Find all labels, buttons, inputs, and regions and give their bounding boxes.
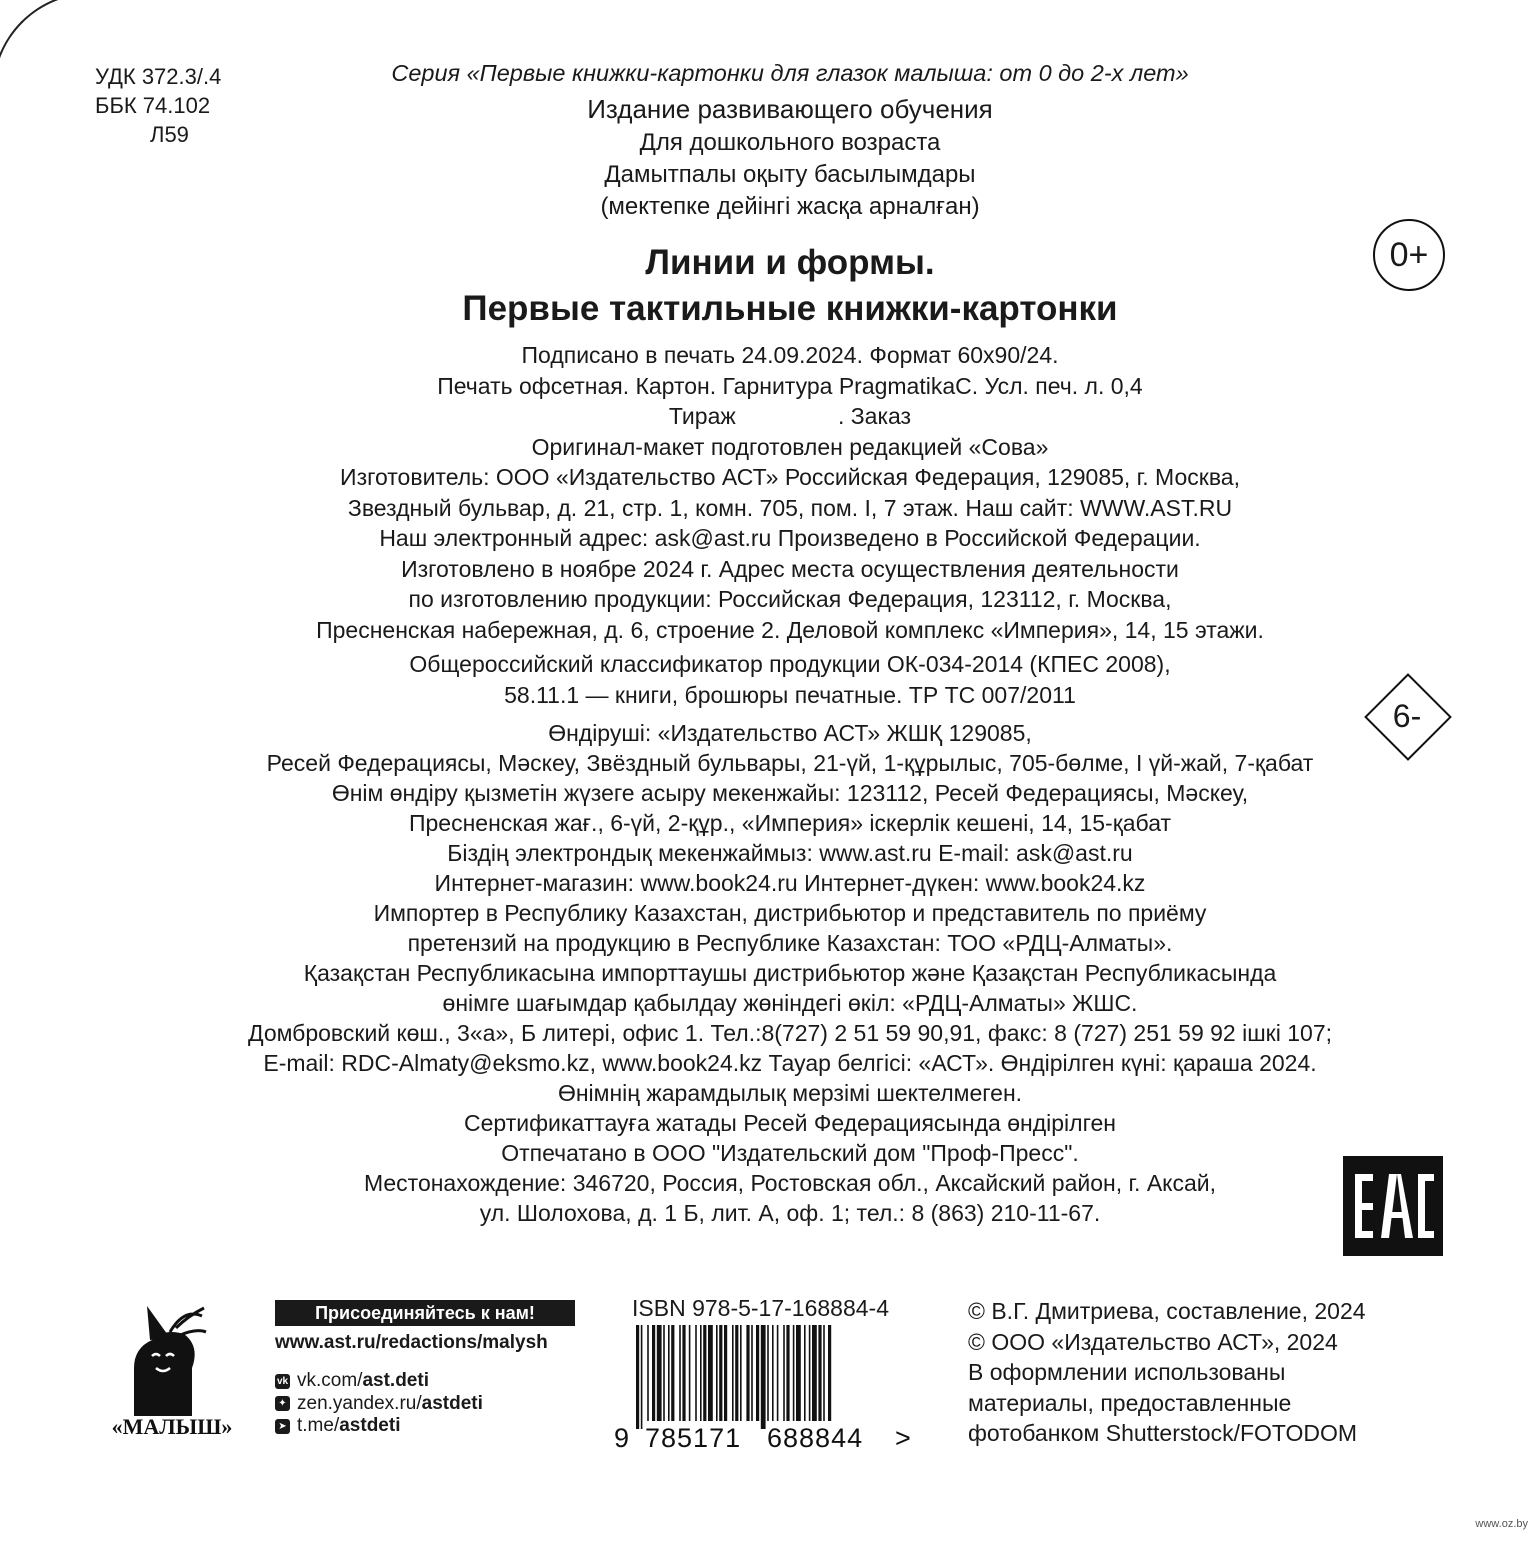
barcode-bar xyxy=(809,1325,811,1421)
barcode-bar xyxy=(793,1325,795,1421)
barcode-bar xyxy=(657,1325,662,1421)
barcode-bar xyxy=(756,1325,759,1421)
author-code: Л59 xyxy=(150,122,189,147)
barcode-bar xyxy=(751,1325,753,1421)
isbn-barcode xyxy=(610,1325,916,1450)
kz-line: E-mail: RDC-Almaty@eksmo.kz, www.book24.kz Тауар белгісі: «АСТ». Өндірілген күні: қараша 2024. xyxy=(263,1050,1317,1076)
imprint-line: Подписано в печать 24.09.2024. Формат 60х90/24. xyxy=(521,342,1059,368)
copyright-line: материалы, предоставленные xyxy=(968,1389,1292,1416)
kz-line: Ресей Федерациясы, Мәскеу, Звёздный бульвары, 21-үй, 1-құрылыс, 705-бөлме, I үй-жай, 7-қабат xyxy=(266,750,1314,776)
barcode-bar xyxy=(777,1325,779,1421)
telegram-icon: ➤ xyxy=(275,1419,290,1434)
barcode-bar xyxy=(823,1325,825,1421)
kz-line: претензий на продукцию в Республике Казахстан: ТОО «РДЦ-Алматы». xyxy=(407,930,1173,956)
kz-line: өнімге шағымдар қабылдау жөніндегі өкіл: «РДЦ-Алматы» ЖШС. xyxy=(442,990,1138,1016)
imprint-line: Общероссийский классификатор продукции ОК-034-2014 (КПЕС 2008), xyxy=(409,651,1171,677)
barcode-bar xyxy=(746,1325,749,1421)
zen-link[interactable] xyxy=(275,1393,483,1416)
kz-line: Местонахождение: 346720, Россия, Ростовская обл., Аксайский район, г. Аксай, xyxy=(363,1170,1217,1196)
barcode-bar xyxy=(767,1325,769,1421)
copyright-line: © ООО «Издательство АСТ», 2024 xyxy=(968,1328,1338,1355)
barcode-bar xyxy=(647,1325,649,1421)
imprint-line: по изготовлению продукции: Российская Федерация, 123112, г. Москва, xyxy=(408,586,1172,612)
barcode-bar xyxy=(716,1325,718,1421)
barcode-bar xyxy=(652,1325,655,1421)
barcode-bar xyxy=(708,1325,713,1421)
imprint-line: Звездный бульвар, д. 21, стр. 1, комн. 705, пом. I, 7 этаж. Наш сайт: WWW.AST.RU xyxy=(347,494,1233,521)
barcode-bar xyxy=(703,1325,706,1421)
kz-line: Отпечатано в ООО "Издательский дом "Проф-Пресс". xyxy=(501,1140,1079,1166)
imprint-line: Изготовитель: ООО «Издательство АСТ» Российская Федерация, 129085, г. Москва, xyxy=(340,464,1240,490)
barcode-bar xyxy=(740,1325,742,1421)
logo-name: «МАЛЫШ» xyxy=(111,1414,233,1438)
bbk-code: ББК 74.102 xyxy=(95,93,211,118)
copyright-block xyxy=(968,1296,1366,1449)
imprint-line: Пресненская набережная, д. 6, строение 2. Деловой комплекс «Империя», 14, 15 этажи. xyxy=(316,616,1264,643)
kz-line: Өнімнің жарамдылық мерзімі шектелмеген. xyxy=(557,1080,1023,1106)
barcode-bar xyxy=(671,1325,674,1421)
kz-line: Домбровский көш., 3«а», Б литері, офис 1. Тел.:8(727) 2 51 59 90,91, факс: 8 (727) 251 59 92 ішкі 107; xyxy=(248,1020,1332,1046)
kz-line: Біздің электрондық мекенжаймыз: www.ast.ru E-mail: ask@ast.ru xyxy=(447,840,1133,866)
join-us-banner: Присоединяйтесь к нам! xyxy=(275,1300,575,1326)
kz-line: ул. Шолохова, д. 1 Б, лит. А, оф. 1; тел.: 8 (863) 210-11-67. xyxy=(479,1200,1101,1226)
barcode-bar xyxy=(796,1325,801,1421)
imprint-line: Печать офсетная. Картон. Гарнитура PragmatikaC. Усл. печ. л. 0,4 xyxy=(437,372,1143,399)
imprint-line: Оригинал-макет подготовлен редакцией «Сова» xyxy=(531,433,1049,460)
eac-mark-icon xyxy=(1343,1156,1443,1256)
barcode-bar xyxy=(724,1325,727,1421)
barcode-digits-right: 688844 xyxy=(767,1423,864,1450)
barcode-bar xyxy=(783,1325,785,1421)
barcode-bar xyxy=(761,1325,766,1429)
site-link[interactable]: www.ast.ru/redactions/malysh xyxy=(275,1332,548,1353)
barcode-arrow: > xyxy=(895,1423,911,1450)
imprint-line: Тираж . Заказ xyxy=(668,403,912,429)
title-line-1: Линии и формы. xyxy=(645,243,935,282)
copyright-line: фотобанком Shutterstock/FOTODOM xyxy=(968,1420,1358,1446)
imprint-line: 58.11.1 — книги, брошюры печатные. ТР ТС 007/2011 xyxy=(504,681,1076,708)
barcode-bar xyxy=(700,1325,702,1421)
barcode-bar xyxy=(636,1325,639,1429)
kz-line: Сертификаттауға жатады Ресей Федерациясында өндірілген xyxy=(464,1110,1116,1136)
age-rating-circle: 0+ xyxy=(1373,219,1445,291)
imprint-line: Наш электронный адрес: ask@ast.ru Произведено в Российской Федерации. xyxy=(379,525,1201,551)
zen-prefix: zen.yandex.ru/ xyxy=(297,1392,422,1414)
barcode-bar xyxy=(682,1325,685,1421)
barcode-digits-left: 785171 xyxy=(645,1423,742,1450)
barcode-digit-lead: 9 xyxy=(614,1423,630,1450)
kz-line: Қазақстан Республикасына импорттаушы дистрибьютор және Қазақстан Республикасында xyxy=(303,960,1277,986)
tg-prefix: t.me/ xyxy=(297,1415,340,1436)
barcode-bar xyxy=(772,1325,774,1421)
copyright-line: © В.Г. Дмитриева, составление, 2024 xyxy=(968,1298,1366,1324)
kz-imprint-block xyxy=(120,718,1460,1228)
edition-kz: Дамытпалы оқыту басылымдары xyxy=(604,161,976,188)
age-info xyxy=(120,127,1460,223)
isbn-label: ISBN 978-5-17-168884-4 xyxy=(632,1295,889,1321)
barcode-bar xyxy=(719,1325,722,1421)
kz-line: Импортер в Республику Казахстан, дистрибьютор и представитель по приёму xyxy=(373,900,1207,926)
age-ru: Для дошкольного возраста xyxy=(639,129,941,156)
barcode-bar xyxy=(679,1325,681,1421)
barcode-bar xyxy=(689,1325,691,1421)
vk-icon: vk xyxy=(276,1375,289,1387)
barcode-bar xyxy=(641,1325,643,1429)
barcode-bar xyxy=(818,1325,821,1421)
barcode-bar xyxy=(828,1325,831,1421)
vk-prefix: vk.com/ xyxy=(297,1370,363,1391)
series-line: Серия «Первые книжки-картонки для глазок малыша: от 0 до 2-х лет» xyxy=(391,60,1189,86)
copyright-line: В оформлении использованы xyxy=(968,1359,1286,1385)
barcode-bar xyxy=(663,1325,665,1421)
barcode-bar xyxy=(786,1325,789,1421)
vk-handle: ast.deti xyxy=(362,1370,429,1391)
barcode-bar xyxy=(804,1325,806,1421)
diamond-label: 6- xyxy=(1392,697,1422,734)
kz-line: Интернет-магазин: www.book24.ru Интернет-дүкен: www.book24.kz xyxy=(434,870,1146,896)
barcode-bar xyxy=(735,1325,738,1421)
kz-line: Өндіруші: «Издательство АСТ» ЖШҚ 129085, xyxy=(548,720,1032,746)
watermark: www.oz.by xyxy=(1475,1518,1528,1530)
zen-icon: ✦ xyxy=(275,1396,290,1411)
tg-handle: astdeti xyxy=(339,1415,401,1436)
imprint-block xyxy=(120,340,1460,710)
imprint-line: Изготовлено в ноябре 2024 г. Адрес места осуществления деятельности xyxy=(401,555,1179,582)
malysh-logo-icon xyxy=(92,1298,252,1438)
vk-link[interactable] xyxy=(275,1370,483,1393)
age-kz: (мектепке дейінгі жасқа арналған) xyxy=(600,193,980,220)
udk-code: УДК 372.3/.4 xyxy=(95,64,222,89)
kz-line: Өнім өндіру қызметін жүзеге асыру мекенжайы: 123112, Ресей Федерациясы, Мәскеу, xyxy=(331,780,1249,806)
barcode-bar xyxy=(695,1325,697,1421)
zen-handle: astdeti xyxy=(421,1392,483,1414)
kz-line: Пресненская жағ., 6-үй, 2-құр., «Империя» іскерлік кешені, 14, 15-қабат xyxy=(408,810,1172,836)
social-links xyxy=(275,1370,483,1438)
barcode-bar xyxy=(668,1325,670,1421)
edition-type: Издание развивающего обучения xyxy=(587,94,993,124)
title-line-2: Первые тактильные книжки-картонки xyxy=(462,289,1118,328)
book-title xyxy=(120,240,1460,332)
barcode-bar xyxy=(812,1325,817,1421)
telegram-link[interactable] xyxy=(275,1415,483,1438)
barcode-bar xyxy=(732,1325,734,1421)
